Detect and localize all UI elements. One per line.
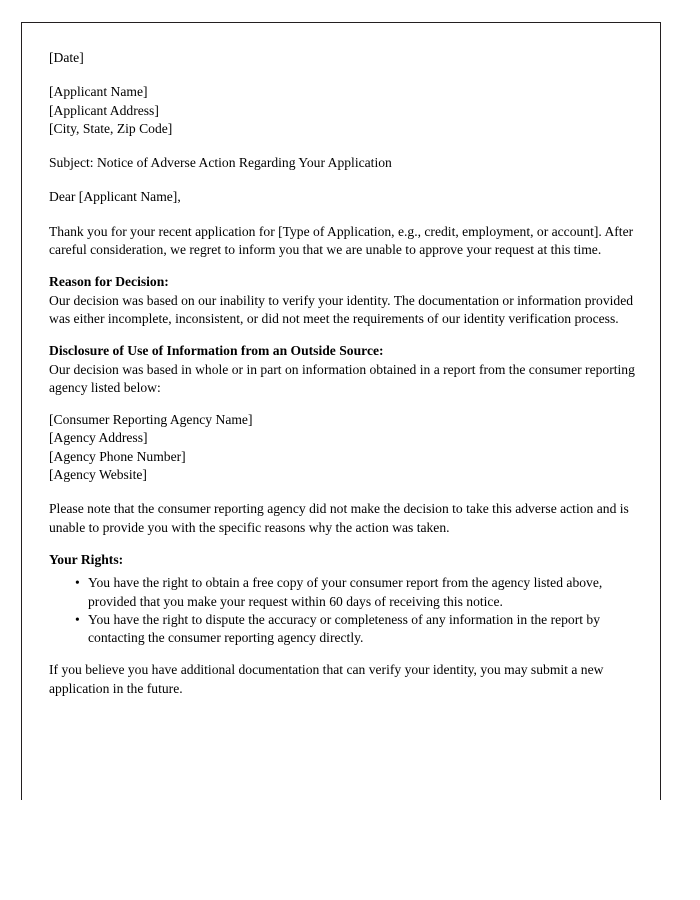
spacer [49, 484, 635, 500]
spacer [49, 328, 635, 342]
recipient-address-block [49, 83, 635, 138]
list-item [49, 611, 635, 648]
letter-content [49, 49, 635, 698]
agency-website: [Agency Website] [49, 467, 147, 483]
spacer [49, 172, 635, 188]
subject-line: Subject: Notice of Adverse Action Regarding Your Application [49, 155, 392, 171]
spacer [49, 259, 635, 273]
letter-page [21, 22, 661, 800]
spacer [49, 647, 635, 661]
your-rights-heading: Your Rights: [49, 551, 124, 567]
list-item-text: You have the right to obtain a free copy of your consumer report from the agency listed above, provided that you make your request within 60 days of receiving this notice. [88, 575, 603, 609]
rights-list [49, 574, 635, 647]
spacer [49, 397, 635, 411]
recipient-city-state-zip: [City, State, Zip Code] [49, 120, 173, 136]
recipient-name: [Applicant Name] [49, 84, 148, 100]
spacer [49, 207, 635, 223]
list-item [49, 574, 635, 611]
bullet-icon: • [75, 611, 80, 627]
salutation: Dear [Applicant Name], [49, 189, 181, 205]
agency-contact-block [49, 411, 635, 484]
agency-name: [Consumer Reporting Agency Name] [49, 412, 253, 428]
list-item-text: You have the right to dispute the accuracy or completeness of any information in the report by contacting the consumer reporting agency directly. [88, 611, 601, 646]
spacer [49, 67, 635, 83]
closing-paragraph: If you believe you have additional documentation that can verify your identity, you may submit a new application in the future. [49, 662, 604, 696]
agency-note-paragraph: Please note that the consumer reporting agency did not make the decision to take this adverse action and is unable to provide you with the specific reasons why the action was taken. [49, 501, 629, 535]
bullet-icon: • [75, 575, 80, 591]
agency-phone: [Agency Phone Number] [49, 448, 186, 464]
reason-for-decision-paragraph: Our decision was based on our inability to verify your identity. The documentation or information provided was either incomplete, inconsistent, or did not meet the requirements of our identity verification process. [49, 292, 634, 326]
reason-for-decision-heading: Reason for Decision: [49, 274, 169, 290]
spacer [49, 138, 635, 154]
recipient-address: [Applicant Address] [49, 102, 159, 118]
disclosure-heading: Disclosure of Use of Information from an Outside Source: [49, 343, 384, 359]
disclosure-paragraph: Our decision was based in whole or in part on information obtained in a report from the consumer reporting agency listed below: [49, 361, 635, 395]
intro-paragraph: Thank you for your recent application for [Type of Application, e.g., credit, employment, or account]. After careful consideration, we regret to inform you that we are unable to approve your request at this time. [49, 223, 634, 258]
agency-address: [Agency Address] [49, 430, 148, 446]
date-placeholder: [Date] [49, 50, 84, 65]
spacer [49, 537, 635, 551]
